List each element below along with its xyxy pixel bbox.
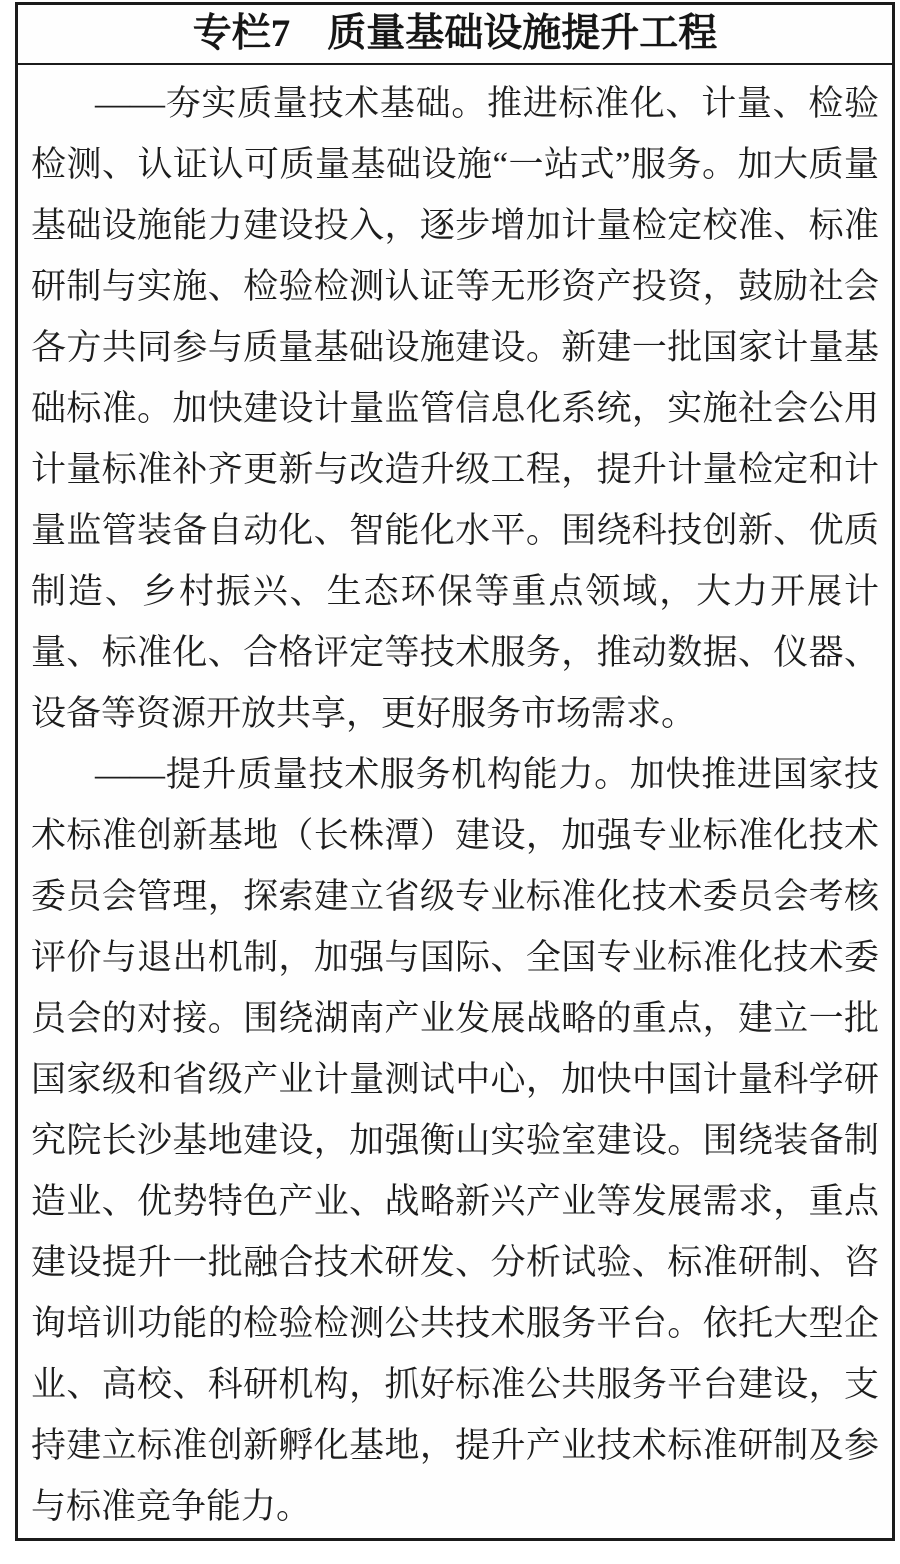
body-paragraph-1: ——夯实质量技术基础。推进标准化、计量、检验检测、认证认可质量基础设施“一站式”服务。加大质量基础设施能力建设投入，逐步增加计量检定校准、标准研制与实施、检验检测认证等无形资产投资，鼓励社会各方共同参与质量基础设施建设。新建一批国家计量基础标准。加快建设计量监管信息化系统，实施社会公用计量标准补齐更新与改造升级工程，提升计量检定和计量监管装备自动化、智能化水平。围绕科技创新、优质制造、乡村振兴、生态环保等重点领域，大力开展计量、标准化、合格评定等技术服务，推动数据、仪器、设备等资源开放共享，更好服务市场需求。 [31,84,879,733]
panel-number: 专栏7 [192,12,291,55]
panel-header [18,5,892,65]
column-7-panel [15,2,895,1541]
panel-title: 质量基础设施提升工程 [327,12,718,55]
panel-body [18,65,892,1537]
body-paragraph-2: ——提升质量技术服务机构能力。加快推进国家技术标准创新基地（长株潭）建设，加强专业标准化技术委员会管理，探索建立省级专业标准化技术委员会考核评价与退出机制，加强与国际、全国专业标准化技术委员会的对接。围绕湖南产业发展战略的重点，建立一批国家级和省级产业计量测试中心，加快中国计量科学研究院长沙基地建设，加强衡山实验室建设。围绕装备制造业、优势特色产业、战略新兴产业等发展需求，重点建设提升一批融合技术研发、分析试验、标准研制、咨询培训功能的检验检测公共技术服务平台。依托大型企业、高校、科研机构，抓好标准公共服务平台建设，支持建立标准创新孵化基地，提升产业技术标准研制及参与标准竞争能力。 [31,755,879,1526]
